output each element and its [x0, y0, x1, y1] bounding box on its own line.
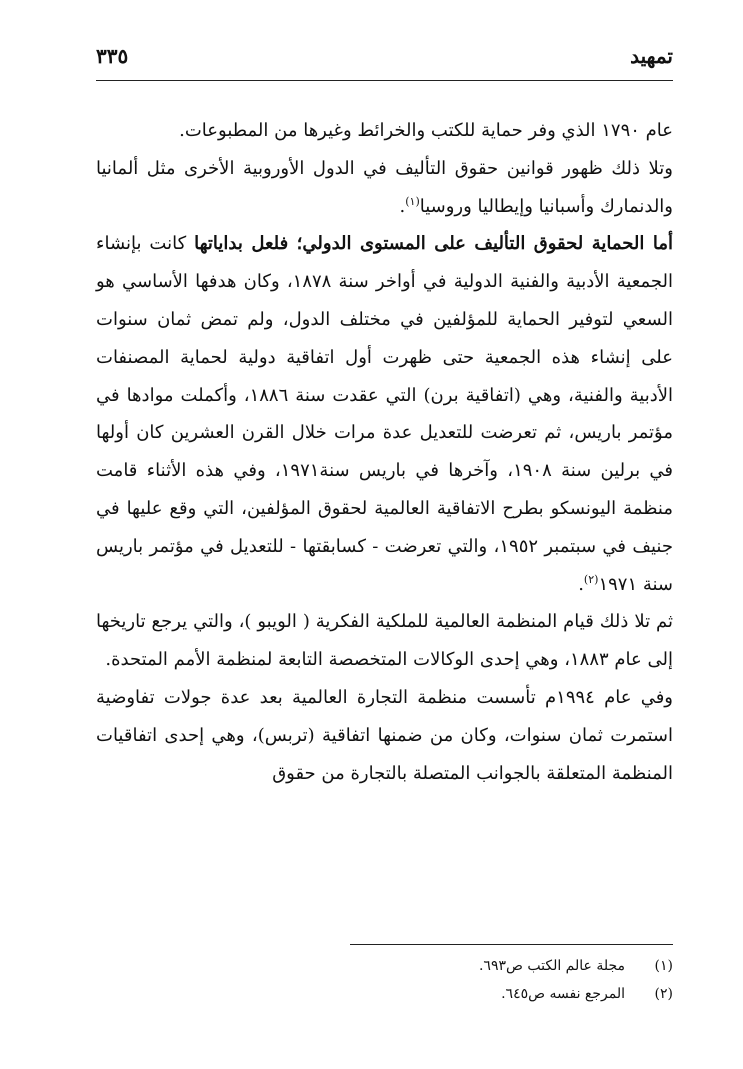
footnote-2	[96, 980, 673, 1008]
paragraph-2	[96, 150, 673, 226]
paragraph-5	[96, 679, 673, 792]
footnote-ref-1: (١)	[405, 194, 420, 208]
footnote-1-text: مجلة عالم الكتب ص٦٩٣.	[478, 958, 625, 974]
header-rule	[96, 80, 673, 81]
paragraph-2-end: .	[399, 195, 406, 217]
paragraph-4	[96, 603, 673, 679]
paragraph-3-end: .	[578, 573, 584, 595]
footnotes	[96, 952, 673, 1008]
paragraph-2-text: وتلا ذلك ظهور قوانين حقوق التأليف في الدول الأوروبية الأخرى مثل ألمانيا والدنمارك وأسبانيا وإيطاليا وروسيا	[96, 157, 673, 217]
running-title: تمهيد	[630, 44, 673, 68]
footnote-2-number: (٢)	[654, 986, 673, 1002]
page-number: ٣٣٥	[96, 44, 129, 68]
paragraph-1	[96, 112, 673, 150]
paragraph-1-text: عام ١٧٩٠ الذي وفر حماية للكتب والخرائط وغيرها من المطبوعات.	[179, 120, 673, 141]
footnote-1	[96, 952, 673, 980]
paragraph-4-text: ثم تلا ذلك قيام المنظمة العالمية للملكية الفكرية ( الويبو )، والتي يرجع تاريخها إلى عام ١٨٨٣، وهي إحدى الوكالات المتخصصة التابعة لمنظمة الأمم المتحدة.	[96, 611, 673, 671]
page-body	[96, 112, 673, 792]
paragraph-5-text: وفي عام ١٩٩٤م تأسست منظمة التجارة العالمية بعد عدة جولات تفاوضية استمرت ثمان سنوات، وكان من ضمنها اتفاقية (تربس)، وهي إحدى اتفاقيات المنظمة المتعلقة بالجوانب المتصلة بالتجارة من حقوق	[96, 686, 673, 784]
paragraph-3	[96, 225, 673, 603]
footnote-1-number: (١)	[654, 958, 673, 974]
paragraph-3-lead: أما الحماية لحقوق التأليف على المستوى الدولي؛ فلعل بداياتها	[194, 233, 673, 255]
footnote-2-text: المرجع نفسه ص٦٤٥.	[501, 986, 625, 1002]
paragraph-3-text: كانت بإنشاء الجمعية الأدبية والفنية الدولية في أواخر سنة ١٨٧٨، وكان هدفها الأساسي هو السعي لتوفير الحماية للمؤلفين في مختلف الدول، ولم تمض ثمان سنوات على إنشاء هذه الجمعية حتى ظهرت أول اتفاقية دولية لحماية المصنفات الأدبية والفنية، وهي (اتفاقية برن) التي عقدت سنة ١٨٨٦، وأكملت موادها في مؤتمر باريس، ثم تعرضت للتعديل عدة مرات خلال القرن العشرين كان أولها في برلين سنة ١٩٠٨، وآخرها في باريس سنة١٩٧١، وفي هذه الأثناء قامت منظمة اليونسكو بطرح الاتفاقية العالمية لحقوق المؤلفين، التي وقع عليها في جنيف في سبتمبر ١٩٥٢، والتي تعرضت - كسابقتها - للتعديل في مؤتمر باريس سنة ١٩٧١	[96, 233, 674, 595]
page-header	[96, 44, 673, 76]
footnote-ref-2: (٢)	[583, 572, 599, 586]
footnote-rule	[350, 944, 673, 945]
